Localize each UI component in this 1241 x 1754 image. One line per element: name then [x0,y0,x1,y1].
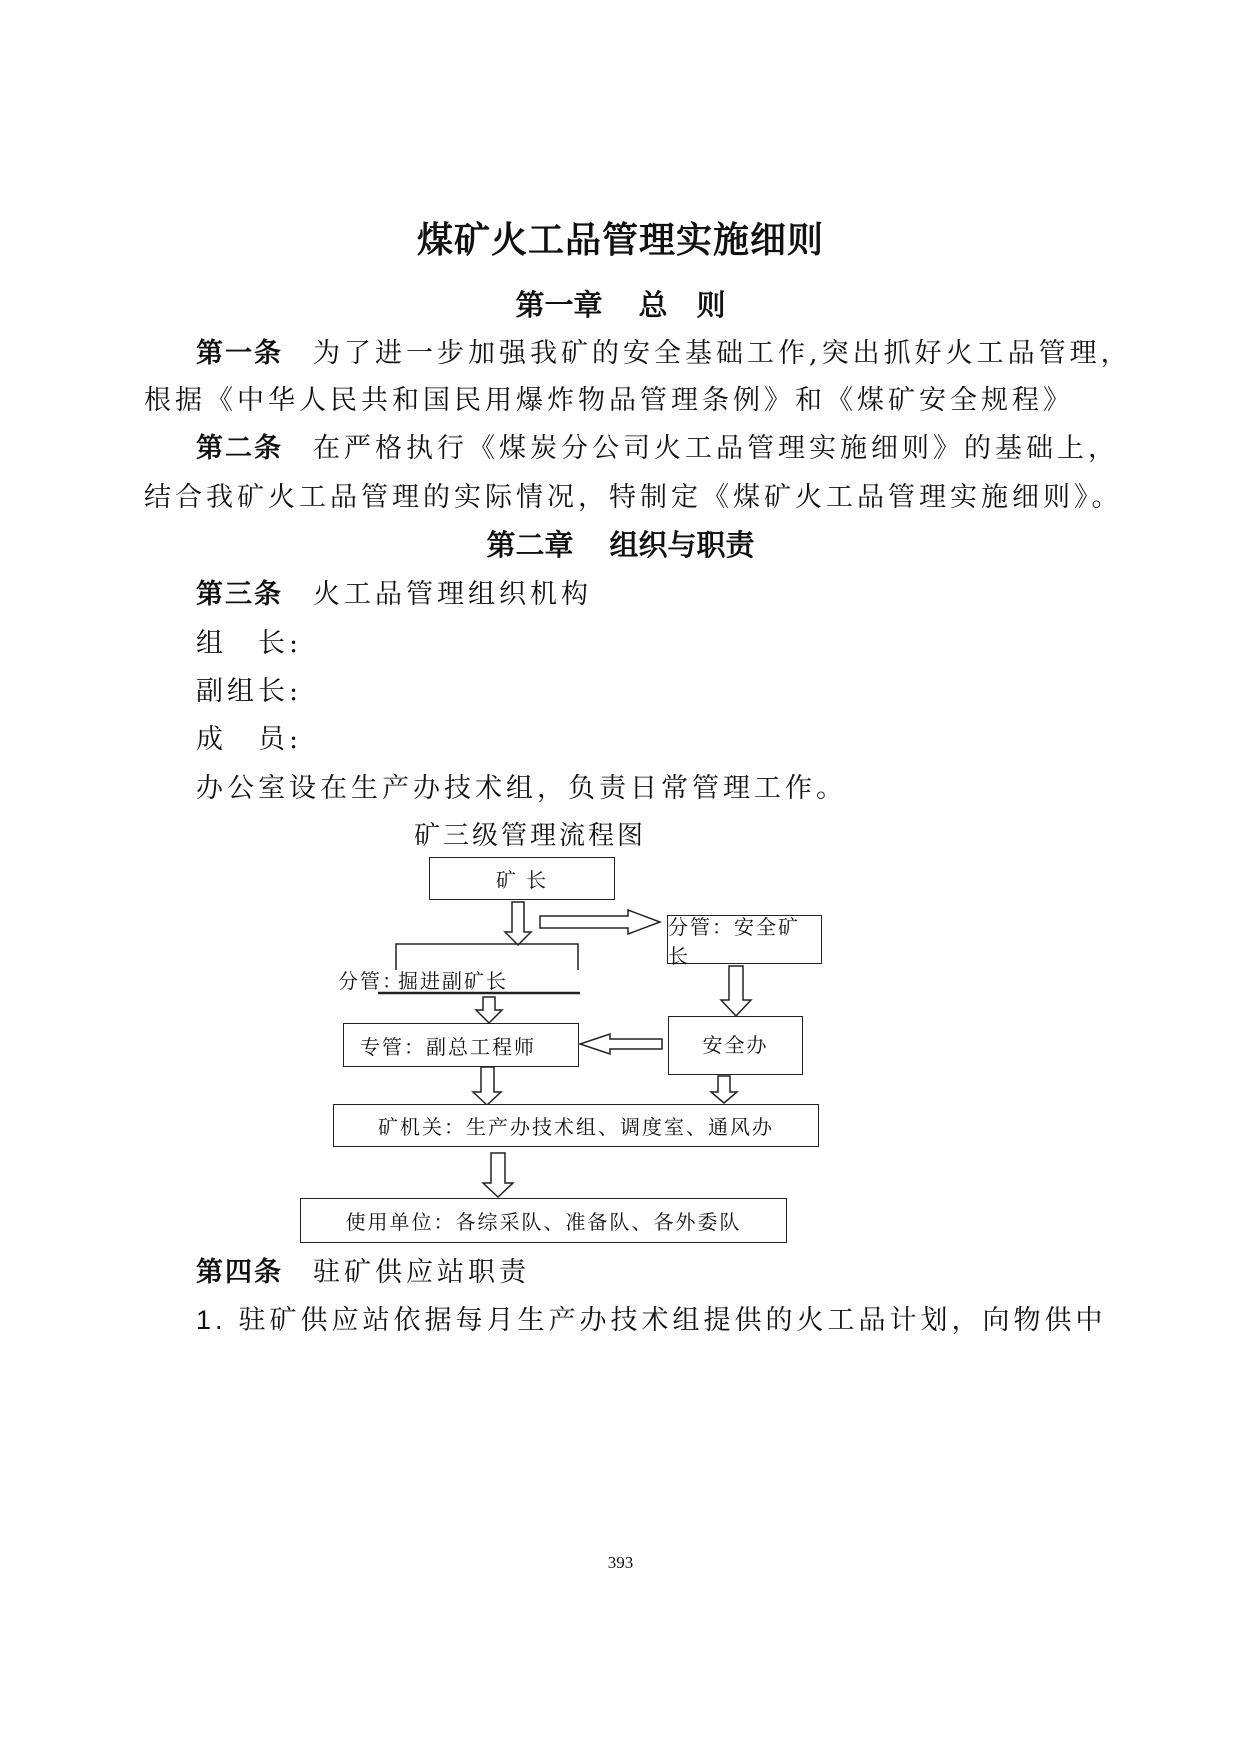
article-3-text: 火工品管理组织机构 [313,579,592,610]
flow-box-safety-office [668,1016,803,1075]
flow-box-user-units-label: 使用单位：各综采队、准备队、各外委队 [345,1210,742,1234]
org-office-note: 办公室设在生产办技术组，负责日常管理工作。 [196,773,847,804]
arrow-director-to-tunneling [505,902,531,945]
chapter-2-name: 组织与职责 [609,528,755,562]
org-leader-label: 组 长: [196,628,303,659]
flow-box-mine-director-label: 矿 长 [495,868,549,892]
arrow-tunneling-to-engineer [476,997,502,1023]
arrow-office-to-organs [711,1076,737,1103]
page-number: 393 [607,1553,634,1572]
flow-box-mine-organs-label: 矿机关：生产办技术组、调度室、通风办 [378,1115,774,1139]
arrow-director-to-safety [540,910,660,934]
flow-box-user-units [300,1198,787,1243]
flow-box-mine-organs [333,1104,819,1147]
article-2-line-2: 结合我矿火工品管理的实际情况，特制定《煤矿火工品管理实施细则》。 [144,482,1123,513]
chapter-2-label: 第二章 [486,528,574,562]
chapter-1-name: 总 则 [638,288,726,322]
article-1-line-2: 根据《中华人民共和国民用爆炸物品管理条例》和《煤矿安全规程》 [144,385,1074,416]
flow-box-chief-engineer-label: 专管：副总工程师 [360,1034,536,1059]
flowchart-caption: 矿三级管理流程图 [414,821,647,851]
org-deputy-label: 副组长: [196,676,303,707]
arrow-safety-to-office [721,966,751,1016]
document-title: 煤矿火工品管理实施细则 [416,220,824,261]
article-4-lead: 第四条 [196,1257,283,1288]
article-4-item-1 [196,1298,1107,1337]
article-4-line [196,1250,530,1289]
arrow-engineer-to-organs [473,1067,501,1105]
chapter-1-label: 第一章 [515,288,603,322]
flow-box-safety-deputy-label: 分管：安全矿长 [668,914,800,968]
flow-box-safety-office-label: 安全办 [702,1033,769,1057]
flow-box-chief-engineer [343,1023,579,1067]
article-2-lead: 第二条 [196,433,283,464]
arrow-organs-to-units [483,1153,513,1197]
article-2-text: 在严格执行《煤炭分公司火工品管理实施细则》的基础上， [313,433,1119,464]
article-1-text: 为了进一步加强我矿的安全基础工作,突出抓好火工品管理， [313,338,1132,369]
arrow-office-to-engineer [580,1034,662,1054]
article-4-text: 驻矿供应站职责 [313,1257,530,1288]
flow-tunneling-prefix: 分管： [338,969,404,993]
flow-box-mine-director [429,857,615,900]
org-members-label: 成 员: [196,724,303,755]
article-1-lead: 第一条 [196,338,283,369]
flow-box-safety-deputy [667,914,822,968]
article-3-lead: 第三条 [196,579,283,610]
flow-tunneling-deputy-label: 掘进副矿长 [398,969,508,993]
article-4-item-1-number: 1. [196,1305,227,1335]
article-4-item-1-text: 驻矿供应站依据每月生产办技术组提供的火工品计划，向物供中 [238,1305,1107,1336]
